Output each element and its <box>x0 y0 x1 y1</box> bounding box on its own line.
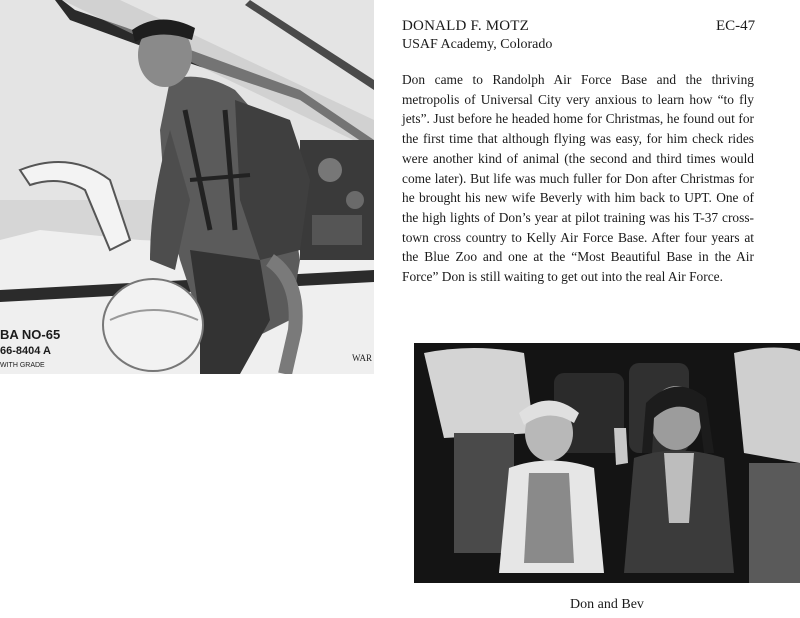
person-name: DONALD F. MOTZ <box>402 18 530 34</box>
aircraft-warning-mark: WAR <box>352 353 372 363</box>
cockpit-photo <box>0 0 374 374</box>
photo-caption: Don and Bev <box>570 597 644 612</box>
aircraft-stencil-line1: BA NO-65 <box>0 327 61 342</box>
bio-paragraph: Don came to Randolph Air Force Base and the thriving metropolis of Universal City very anxious to learn how “to fly jets”. Just before he headed home for Christmas, he found out for the first time that although flying was easy, for him check rides were another kind of animal (the second and third times would come later). But life was much fuller for Don after Christmas for he brought his new wife Beverly with him back to UPT. One of the high lights of Don’s year at pilot training was his T-37 cross-town cross country to Kelly Air Force Base. After four years at the Blue Zoo and one at the “Most Beautiful Base in the Air Force” Don is still waiting to get out into the real Air Force. <box>402 72 754 285</box>
aircraft-stencil-line3: WITH GRADE <box>0 362 45 369</box>
party-photo-image <box>414 343 800 583</box>
party-photo <box>414 343 800 583</box>
person-origin: USAF Academy, Colorado <box>402 37 553 52</box>
class-code: EC-47 <box>716 18 756 34</box>
cockpit-photo-image <box>0 0 374 374</box>
aircraft-stencil-line2: 66-8404 A <box>0 345 51 357</box>
